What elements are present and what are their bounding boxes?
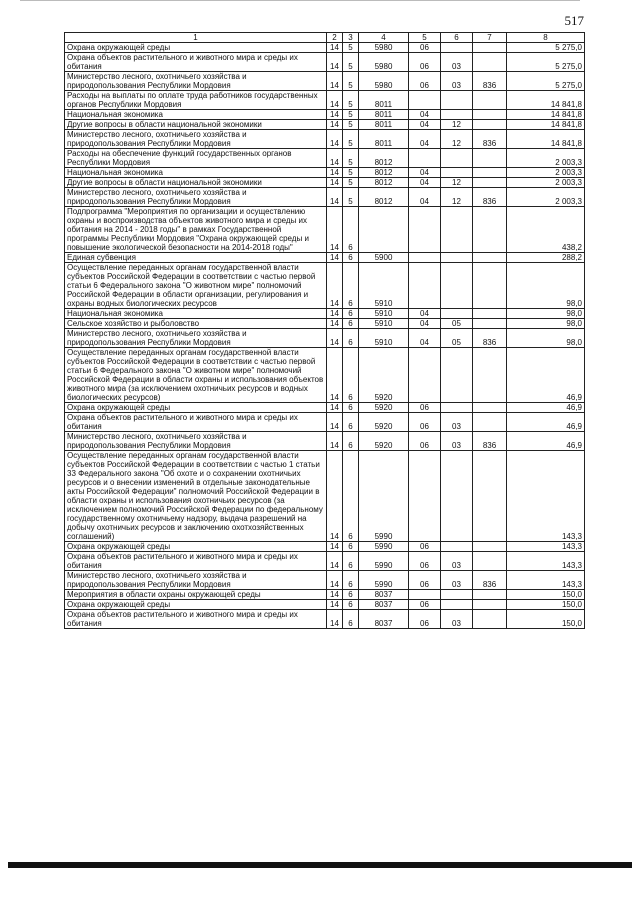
amount: 143,3 xyxy=(507,451,585,542)
col-6: 12 xyxy=(441,130,473,149)
col-4: 5920 xyxy=(359,413,409,432)
col-5: 06 xyxy=(409,72,441,91)
row-name: Национальная экономика xyxy=(65,309,327,319)
table-row xyxy=(65,263,585,309)
amount: 438,2 xyxy=(507,207,585,253)
col-5: 06 xyxy=(409,43,441,53)
col-2: 14 xyxy=(327,72,343,91)
col-6: 12 xyxy=(441,178,473,188)
col-2: 14 xyxy=(327,590,343,600)
col-5: 06 xyxy=(409,432,441,451)
table-row xyxy=(65,610,585,629)
col-3: 6 xyxy=(343,348,359,403)
amount: 5 275,0 xyxy=(507,72,585,91)
col-7 xyxy=(473,149,507,168)
amount: 150,0 xyxy=(507,590,585,600)
col-2: 14 xyxy=(327,432,343,451)
col-6 xyxy=(441,348,473,403)
col-2: 14 xyxy=(327,178,343,188)
table-row xyxy=(65,91,585,110)
amount: 14 841,8 xyxy=(507,91,585,110)
col-5: 04 xyxy=(409,329,441,348)
amount: 5 275,0 xyxy=(507,43,585,53)
col-4: 5980 xyxy=(359,43,409,53)
col-4: 8012 xyxy=(359,188,409,207)
row-name: Охрана объектов растительного и животного мира и среды их обитания xyxy=(65,552,327,571)
col-7: 836 xyxy=(473,130,507,149)
row-name: Охрана объектов растительного и животного мира и среды их обитания xyxy=(65,413,327,432)
table-row xyxy=(65,413,585,432)
row-name: Сельское хозяйство и рыболовство xyxy=(65,319,327,329)
col-7: 836 xyxy=(473,188,507,207)
col-2: 14 xyxy=(327,263,343,309)
table-row xyxy=(65,188,585,207)
col-4: 8012 xyxy=(359,168,409,178)
col-2: 14 xyxy=(327,542,343,552)
col-7 xyxy=(473,309,507,319)
col-3: 6 xyxy=(343,552,359,571)
col-2: 14 xyxy=(327,120,343,130)
col-4: 8012 xyxy=(359,178,409,188)
amount: 143,3 xyxy=(507,552,585,571)
col-3: 6 xyxy=(343,309,359,319)
col-5: 06 xyxy=(409,53,441,72)
col-2: 14 xyxy=(327,91,343,110)
col-4: 8037 xyxy=(359,600,409,610)
row-name: Министерство лесного, охотничьего хозяйства и природопользования Республики Мордовия xyxy=(65,329,327,348)
table-row xyxy=(65,120,585,130)
col-3: 5 xyxy=(343,53,359,72)
col-5 xyxy=(409,590,441,600)
row-name: Министерство лесного, охотничьего хозяйства и природопользования Республики Мордовия xyxy=(65,188,327,207)
col-2: 14 xyxy=(327,53,343,72)
col-6 xyxy=(441,43,473,53)
amount: 2 003,3 xyxy=(507,188,585,207)
amount: 288,2 xyxy=(507,253,585,263)
col-6: 12 xyxy=(441,120,473,130)
col-6 xyxy=(441,91,473,110)
col-2: 14 xyxy=(327,610,343,629)
col-2: 14 xyxy=(327,319,343,329)
row-name: Министерство лесного, охотничьего хозяйства и природопользования Республики Мордовия xyxy=(65,130,327,149)
col-6: 05 xyxy=(441,319,473,329)
amount: 46,9 xyxy=(507,348,585,403)
scan-border-bar xyxy=(8,862,632,868)
col-3: 6 xyxy=(343,451,359,542)
table-row xyxy=(65,319,585,329)
col-2: 14 xyxy=(327,552,343,571)
col-6: 03 xyxy=(441,413,473,432)
col-7 xyxy=(473,91,507,110)
col-5: 06 xyxy=(409,403,441,413)
col-6: 03 xyxy=(441,610,473,629)
col-6: 03 xyxy=(441,53,473,72)
row-name: Подпрограмма "Мероприятия по организации и осуществлению охраны и воспроизводства объектов животного мира и среды их обитания на 2014 - 2018 годы" в рамках Государственной программы Республики Мордовия "Охрана окружающей среды и повышение экологической безопасности на 2014-2018 годы" xyxy=(65,207,327,253)
col-6 xyxy=(441,253,473,263)
row-name: Осуществление переданных органам государственной власти субъектов Российской Федерации в соответствии с частью 1 статьи 33 Федерального закона "Об охоте и о сохранении охотничьих ресурсов и о внесении изменений в отдельные законодательные акты Российской Федерации" полномочий Российской Федерации в области охраны и использования охотничьих ресурсов (за исключением полномочий Российской Федерации по федеральному государственному охотничьему надзору, выдача разрешений на добычу охотничьих ресурсов и заключению охотхозяйственных соглашений) xyxy=(65,451,327,542)
col-5: 06 xyxy=(409,552,441,571)
col-6 xyxy=(441,309,473,319)
amount: 46,9 xyxy=(507,432,585,451)
col-4: 8011 xyxy=(359,120,409,130)
row-name: Осуществление переданных органам государственной власти субъектов Российской Федерации в соответствии с частью первой статьи 6 Федерального закона "О животном мире" полномочий Российской Федерации в области организации, регулирования и охраны водных биологических ресурсов xyxy=(65,263,327,309)
table-row xyxy=(65,168,585,178)
col-4: 8011 xyxy=(359,91,409,110)
amount: 46,9 xyxy=(507,403,585,413)
col-4: 5980 xyxy=(359,72,409,91)
col-6 xyxy=(441,110,473,120)
col-6: 03 xyxy=(441,72,473,91)
col-2: 14 xyxy=(327,43,343,53)
amount: 2 003,3 xyxy=(507,149,585,168)
table-row xyxy=(65,552,585,571)
col-5 xyxy=(409,253,441,263)
row-name: Охрана окружающей среды xyxy=(65,542,327,552)
amount: 5 275,0 xyxy=(507,53,585,72)
col-5: 04 xyxy=(409,130,441,149)
table-row xyxy=(65,590,585,600)
col-5: 04 xyxy=(409,309,441,319)
amount: 98,0 xyxy=(507,319,585,329)
col-6 xyxy=(441,403,473,413)
col-6 xyxy=(441,149,473,168)
row-name: Осуществление переданных органам государственной власти субъектов Российской Федерации в соответствии с частью первой статьи 6 Федерального закона "О животном мире" полномочий Российской Федерации в области охраны и использования объектов животного мира (за исключением охотничьих ресурсов и водных биологических ресурсов) xyxy=(65,348,327,403)
col-4: 5920 xyxy=(359,348,409,403)
col-4: 5980 xyxy=(359,53,409,72)
col-2: 14 xyxy=(327,168,343,178)
column-header: 6 xyxy=(441,33,473,43)
col-2: 14 xyxy=(327,149,343,168)
col-3: 5 xyxy=(343,168,359,178)
col-5: 06 xyxy=(409,600,441,610)
table-row xyxy=(65,53,585,72)
table-row xyxy=(65,542,585,552)
col-5 xyxy=(409,263,441,309)
col-6 xyxy=(441,542,473,552)
col-7 xyxy=(473,348,507,403)
col-6 xyxy=(441,590,473,600)
col-5: 06 xyxy=(409,571,441,590)
table-row xyxy=(65,72,585,91)
col-7 xyxy=(473,319,507,329)
table-row xyxy=(65,329,585,348)
col-4: 5920 xyxy=(359,403,409,413)
col-3: 5 xyxy=(343,149,359,168)
col-7 xyxy=(473,263,507,309)
column-header: 7 xyxy=(473,33,507,43)
col-5: 04 xyxy=(409,120,441,130)
row-name: Единая субвенция xyxy=(65,253,327,263)
col-3: 5 xyxy=(343,72,359,91)
table-row xyxy=(65,253,585,263)
col-5 xyxy=(409,451,441,542)
col-7 xyxy=(473,542,507,552)
col-5 xyxy=(409,91,441,110)
amount: 46,9 xyxy=(507,413,585,432)
col-5 xyxy=(409,207,441,253)
col-7: 836 xyxy=(473,432,507,451)
row-name: Охрана объектов растительного и животного мира и среды их обитания xyxy=(65,610,327,629)
col-3: 6 xyxy=(343,610,359,629)
col-5: 04 xyxy=(409,178,441,188)
col-3: 5 xyxy=(343,188,359,207)
col-7 xyxy=(473,43,507,53)
col-2: 14 xyxy=(327,110,343,120)
col-2: 14 xyxy=(327,253,343,263)
col-3: 6 xyxy=(343,413,359,432)
col-6 xyxy=(441,168,473,178)
table-row xyxy=(65,403,585,413)
col-4: 5910 xyxy=(359,329,409,348)
col-7 xyxy=(473,610,507,629)
col-5: 06 xyxy=(409,413,441,432)
col-2: 14 xyxy=(327,413,343,432)
row-name: Расходы на обеспечение функций государственных органов Республики Мордовия xyxy=(65,149,327,168)
col-7 xyxy=(473,168,507,178)
table-row xyxy=(65,178,585,188)
col-3: 6 xyxy=(343,207,359,253)
amount: 150,0 xyxy=(507,610,585,629)
table-row xyxy=(65,43,585,53)
column-header: 1 xyxy=(65,33,327,43)
col-5 xyxy=(409,348,441,403)
table-row xyxy=(65,149,585,168)
col-4: 5910 xyxy=(359,319,409,329)
col-7 xyxy=(473,120,507,130)
col-7 xyxy=(473,207,507,253)
col-5: 06 xyxy=(409,610,441,629)
col-7 xyxy=(473,413,507,432)
row-name: Другие вопросы в области национальной экономики xyxy=(65,120,327,130)
col-6: 03 xyxy=(441,552,473,571)
amount: 98,0 xyxy=(507,263,585,309)
row-name: Охрана окружающей среды xyxy=(65,403,327,413)
col-7 xyxy=(473,600,507,610)
col-6 xyxy=(441,207,473,253)
col-7 xyxy=(473,590,507,600)
col-4: 5990 xyxy=(359,451,409,542)
row-name: Национальная экономика xyxy=(65,110,327,120)
col-4: 5990 xyxy=(359,571,409,590)
col-4: 5990 xyxy=(359,542,409,552)
row-name: Другие вопросы в области национальной экономики xyxy=(65,178,327,188)
col-3: 6 xyxy=(343,600,359,610)
col-4: 8012 xyxy=(359,149,409,168)
column-header: 3 xyxy=(343,33,359,43)
col-7 xyxy=(473,552,507,571)
budget-table xyxy=(64,32,585,629)
amount: 2 003,3 xyxy=(507,168,585,178)
row-name: Мероприятия в области охраны окружающей среды xyxy=(65,590,327,600)
column-header: 4 xyxy=(359,33,409,43)
col-4: 5920 xyxy=(359,432,409,451)
column-header: 2 xyxy=(327,33,343,43)
col-4: 8037 xyxy=(359,590,409,600)
col-2: 14 xyxy=(327,309,343,319)
row-name: Охрана окружающей среды xyxy=(65,600,327,610)
col-3: 6 xyxy=(343,590,359,600)
col-4: 5990 xyxy=(359,552,409,571)
col-3: 5 xyxy=(343,130,359,149)
col-6: 03 xyxy=(441,432,473,451)
col-5: 04 xyxy=(409,168,441,178)
amount: 14 841,8 xyxy=(507,110,585,120)
table-row xyxy=(65,451,585,542)
header-row xyxy=(65,33,585,43)
table-row xyxy=(65,130,585,149)
col-2: 14 xyxy=(327,130,343,149)
col-3: 6 xyxy=(343,329,359,348)
col-3: 6 xyxy=(343,432,359,451)
col-3: 6 xyxy=(343,542,359,552)
col-6 xyxy=(441,600,473,610)
amount: 98,0 xyxy=(507,329,585,348)
row-name: Охрана объектов растительного и животного мира и среды их обитания xyxy=(65,53,327,72)
amount: 14 841,8 xyxy=(507,130,585,149)
amount: 143,3 xyxy=(507,571,585,590)
col-2: 14 xyxy=(327,571,343,590)
row-name: Охрана окружающей среды xyxy=(65,43,327,53)
col-5: 06 xyxy=(409,542,441,552)
table-row xyxy=(65,207,585,253)
col-7 xyxy=(473,178,507,188)
col-7 xyxy=(473,403,507,413)
col-7 xyxy=(473,451,507,542)
col-3: 6 xyxy=(343,403,359,413)
col-2: 14 xyxy=(327,329,343,348)
col-7 xyxy=(473,53,507,72)
col-5: 04 xyxy=(409,110,441,120)
col-6: 05 xyxy=(441,329,473,348)
col-6: 12 xyxy=(441,188,473,207)
col-4: 8037 xyxy=(359,610,409,629)
row-name: Министерство лесного, охотничьего хозяйства и природопользования Республики Мордовия xyxy=(65,571,327,590)
row-name: Национальная экономика xyxy=(65,168,327,178)
table-body xyxy=(65,43,585,629)
col-5 xyxy=(409,149,441,168)
col-3: 5 xyxy=(343,120,359,130)
table-row xyxy=(65,432,585,451)
amount: 98,0 xyxy=(507,309,585,319)
row-name: Министерство лесного, охотничьего хозяйства и природопользования Республики Мордовия xyxy=(65,72,327,91)
col-3: 5 xyxy=(343,178,359,188)
col-2: 14 xyxy=(327,600,343,610)
col-6: 03 xyxy=(441,571,473,590)
table-row xyxy=(65,600,585,610)
col-4: 8011 xyxy=(359,130,409,149)
table-row xyxy=(65,348,585,403)
col-5: 04 xyxy=(409,319,441,329)
col-3: 5 xyxy=(343,91,359,110)
amount: 143,3 xyxy=(507,542,585,552)
col-4 xyxy=(359,207,409,253)
col-7: 836 xyxy=(473,329,507,348)
row-name: Министерство лесного, охотничьего хозяйства и природопользования Республики Мордовия xyxy=(65,432,327,451)
col-2: 14 xyxy=(327,207,343,253)
col-2: 14 xyxy=(327,188,343,207)
amount: 14 841,8 xyxy=(507,120,585,130)
col-3: 6 xyxy=(343,253,359,263)
row-name: Расходы на выплаты по оплате труда работников государственных органов Республики Мордовия xyxy=(65,91,327,110)
col-2: 14 xyxy=(327,348,343,403)
col-2: 14 xyxy=(327,403,343,413)
column-header: 8 xyxy=(507,33,585,43)
page-number: 517 xyxy=(564,13,584,28)
table-row xyxy=(65,309,585,319)
col-3: 5 xyxy=(343,110,359,120)
col-3: 6 xyxy=(343,263,359,309)
amount: 150,0 xyxy=(507,600,585,610)
col-5: 04 xyxy=(409,188,441,207)
col-6 xyxy=(441,451,473,542)
table-row xyxy=(65,571,585,590)
col-4: 5900 xyxy=(359,253,409,263)
col-6 xyxy=(441,263,473,309)
col-7 xyxy=(473,110,507,120)
column-header: 5 xyxy=(409,33,441,43)
col-2: 14 xyxy=(327,451,343,542)
col-3: 6 xyxy=(343,571,359,590)
top-rule xyxy=(20,0,580,1)
col-4: 8011 xyxy=(359,110,409,120)
col-7 xyxy=(473,253,507,263)
col-7: 836 xyxy=(473,571,507,590)
col-4: 5910 xyxy=(359,263,409,309)
col-4: 5910 xyxy=(359,309,409,319)
col-3: 6 xyxy=(343,319,359,329)
col-7: 836 xyxy=(473,72,507,91)
table-row xyxy=(65,110,585,120)
col-3: 5 xyxy=(343,43,359,53)
amount: 2 003,3 xyxy=(507,178,585,188)
